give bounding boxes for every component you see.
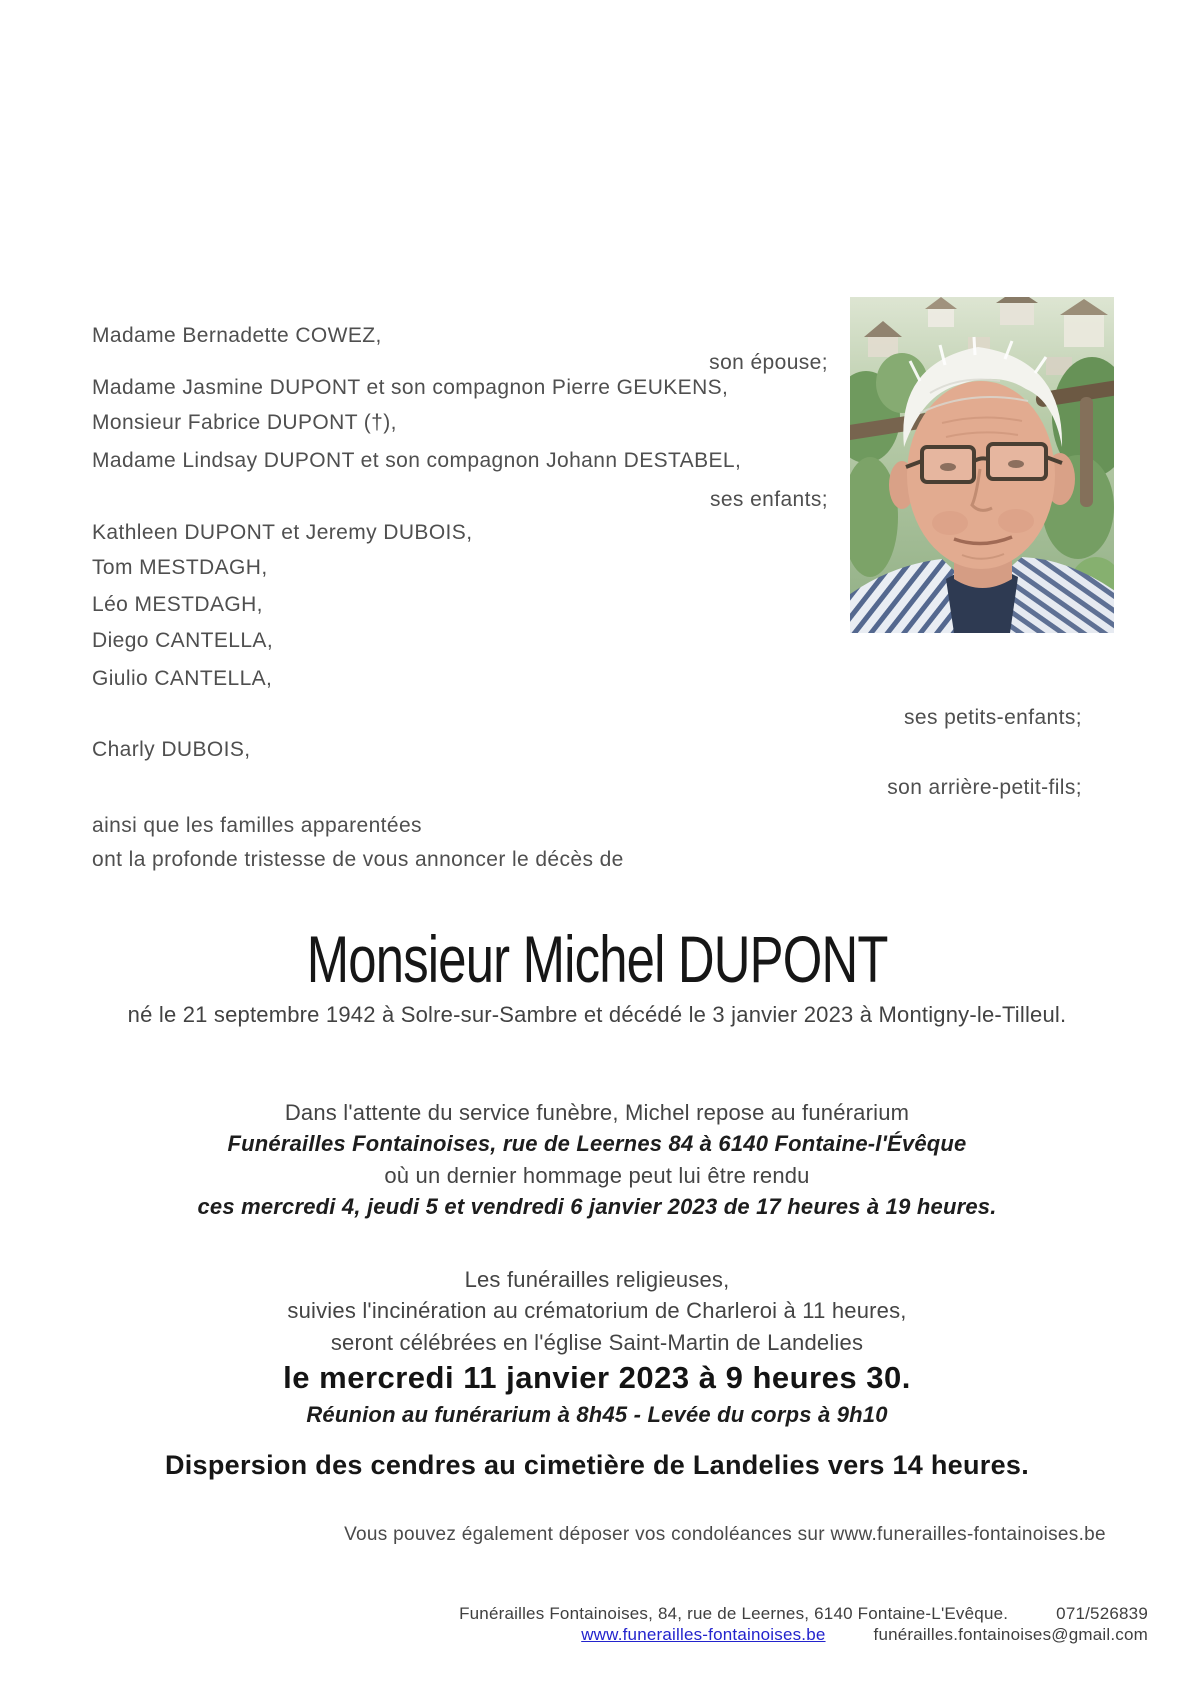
ceremony-line-1: Les funérailles religieuses,	[464, 1267, 730, 1292]
viewing-line-1: Dans l'attente du service funèbre, Michel repose au funérarium	[284, 1100, 910, 1125]
family-line: Monsieur Fabrice DUPONT (†),	[92, 411, 397, 434]
relation-label: son arrière-petit-fils;	[887, 776, 1082, 799]
footer-contact-row	[459, 1624, 1148, 1645]
announcement-line: ont la profonde tristesse de vous annoncer le décès de	[92, 848, 624, 871]
family-line: Tom MESTDAGH,	[92, 556, 268, 579]
footer-phone: 071/526839	[1056, 1604, 1148, 1623]
ceremony-line-2: suivies l'incinération au crématorium de Charleroi à 11 heures,	[287, 1298, 907, 1323]
condolences-line: Vous pouvez également déposer vos condoléances sur www.funerailles-fontainoises.be	[344, 1524, 1106, 1545]
family-line: Diego CANTELLA,	[92, 629, 274, 652]
family-line: Madame Bernadette COWEZ,	[92, 324, 382, 347]
viewing-dates-line: ces mercredi 4, jeudi 5 et vendredi 6 janvier 2023 de 17 heures à 19 heures.	[197, 1194, 997, 1219]
family-line: Giulio CANTELLA,	[92, 667, 273, 690]
relation-label: son épouse;	[709, 351, 828, 374]
family-line: Charly DUBOIS,	[92, 738, 251, 761]
family-line: ainsi que les familles apparentées	[92, 814, 422, 837]
relation-label: ses enfants;	[709, 488, 828, 511]
footer	[459, 1603, 1148, 1645]
footer-address-row	[459, 1603, 1148, 1624]
family-line: Madame Lindsay DUPONT et son compagnon Johann DESTABEL,	[92, 449, 742, 472]
footer-address: Funérailles Fontainoises, 84, rue de Leernes, 6140 Fontaine-L'Evêque.	[459, 1604, 1009, 1623]
ceremony-date-line: le mercredi 11 janvier 2023 à 9 heures 30.	[283, 1360, 911, 1395]
family-line: Léo MESTDAGH,	[92, 593, 263, 616]
footer-email: funérailles.fontainoises@gmail.com	[873, 1625, 1148, 1644]
family-line: Madame Jasmine DUPONT et son compagnon Pierre GEUKENS,	[92, 376, 729, 399]
ceremony-line-3: seront célébrées en l'église Saint-Martin de Landelies	[330, 1330, 864, 1355]
relation-label: ses petits-enfants;	[903, 706, 1082, 729]
footer-website-link[interactable]: www.funerailles-fontainoises.be	[581, 1625, 826, 1644]
ceremony-meeting-line: Réunion au funérarium à 8h45 - Levée du corps à 9h10	[306, 1402, 888, 1427]
family-line: Kathleen DUPONT et Jeremy DUBOIS,	[92, 521, 473, 544]
deceased-name-title	[0, 925, 1194, 996]
life-dates-line: né le 21 septembre 1942 à Solre-sur-Sambre et décédé le 3 janvier 2023 à Montigny-le-Tilleul.	[127, 1002, 1067, 1027]
deceased-name-text: Monsieur Michel DUPONT	[306, 923, 888, 998]
viewing-line-3: où un dernier hommage peut lui être rendu	[384, 1163, 810, 1188]
viewing-funeral-home-line: Funérailles Fontainoises, rue de Leernes 84 à 6140 Fontaine-l'Évêque	[227, 1131, 967, 1156]
ashes-dispersion-line: Dispersion des cendres au cimetière de Landelies vers 14 heures.	[164, 1450, 1030, 1480]
